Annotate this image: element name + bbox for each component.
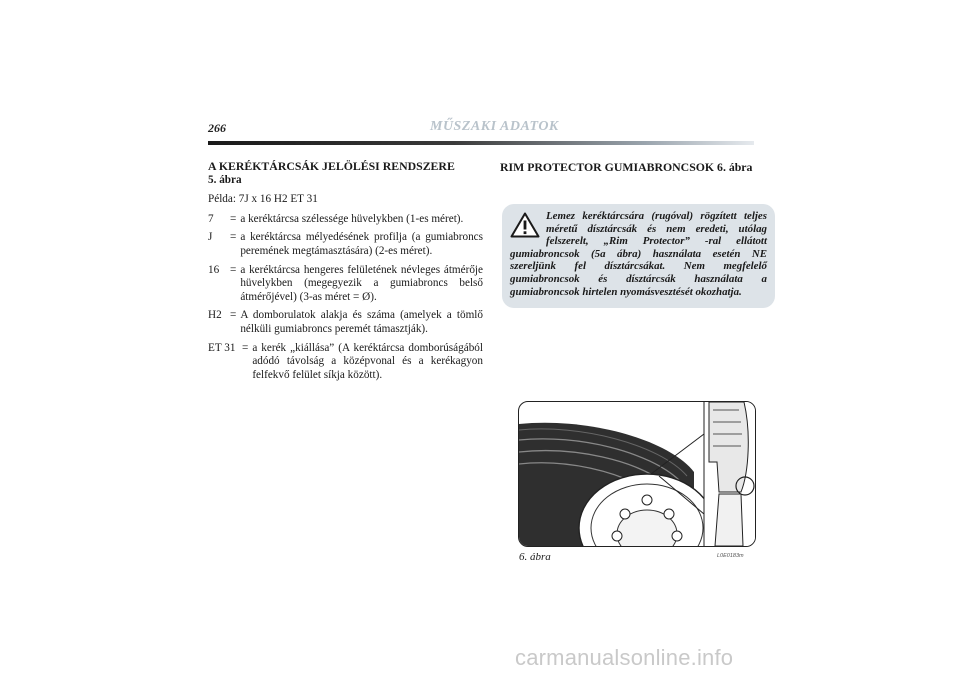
definition-item	[208, 342, 483, 383]
definition-text: a kerék „kiállása” (A keréktárcsa domborúságából adódó távolság a középvonal és a kerékagyon felfekvő felület síkja között).	[252, 341, 483, 381]
figure-reference: 5. ábra	[208, 173, 242, 186]
figure-6-illustration	[518, 401, 756, 547]
definition-term: J	[208, 231, 213, 244]
definition-term: ET 31	[208, 341, 236, 354]
left-column	[208, 160, 483, 387]
equals-sign: =	[230, 212, 237, 225]
watermark: carmanualsonline.info	[515, 645, 734, 670]
equals-sign: =	[230, 309, 237, 322]
definition-item	[208, 309, 483, 336]
equals-sign: =	[230, 231, 237, 244]
definition-text: a keréktárcsa hengeres felületének névleges átmérője hüvelykben (megegyezik a gumiabroncs belső átmérőjével) (3-as méret = Ø).	[240, 263, 483, 303]
definition-text: a keréktárcsa mélyedésének profilja (a gumiabroncs peremének megtámasztására) (2-es méret).	[240, 231, 483, 257]
section-title: A KERÉKTÁRCSÁK JELÖLÉSI RENDSZERE	[208, 159, 455, 173]
definition-item	[208, 231, 483, 258]
definition-term: H2	[208, 309, 222, 322]
figure-code: L0E0183m	[717, 553, 744, 559]
running-head: MŰSZAKI ADATOK	[430, 119, 559, 134]
example-line: Példa: 7J x 16 H2 ET 31	[208, 193, 318, 206]
definition-item	[208, 264, 483, 305]
warning-text: Lemez keréktárcsára (rugóval) rögzített teljes méretű dísztárcsák és nem eredeti, utólag felszerelt, „Rim Protector” -ral ellátott gumiabroncsok (5a ábra) használata esetén NE szereljünk fel dísztárcsákat. Nem megfelelő gumiabroncsok és dísztárcsák használata a gumiabroncsok hirtelen nyomásvesztését okozhatja.	[510, 210, 767, 298]
rim-protector-title: RIM PROTECTOR GUMIABRONCSOK 6. ábra	[500, 160, 753, 174]
definition-term: 7	[208, 212, 214, 225]
page-number: 266	[208, 121, 226, 135]
warning-triangle-icon	[510, 212, 540, 238]
definition-text: A domborulatok alakja és száma (amelyek a tömlő nélküli gumiabroncs peremét támasztják).	[240, 309, 483, 335]
definition-item	[208, 213, 483, 227]
warning-box	[502, 204, 775, 308]
equals-sign: =	[230, 263, 237, 276]
equals-sign: =	[242, 341, 249, 354]
definition-text: a keréktárcsa szélessége hüvelykben (1-es méret).	[240, 212, 464, 225]
definition-term: 16	[208, 263, 220, 276]
figure-caption: 6. ábra	[519, 551, 551, 563]
header-rule	[208, 141, 754, 145]
